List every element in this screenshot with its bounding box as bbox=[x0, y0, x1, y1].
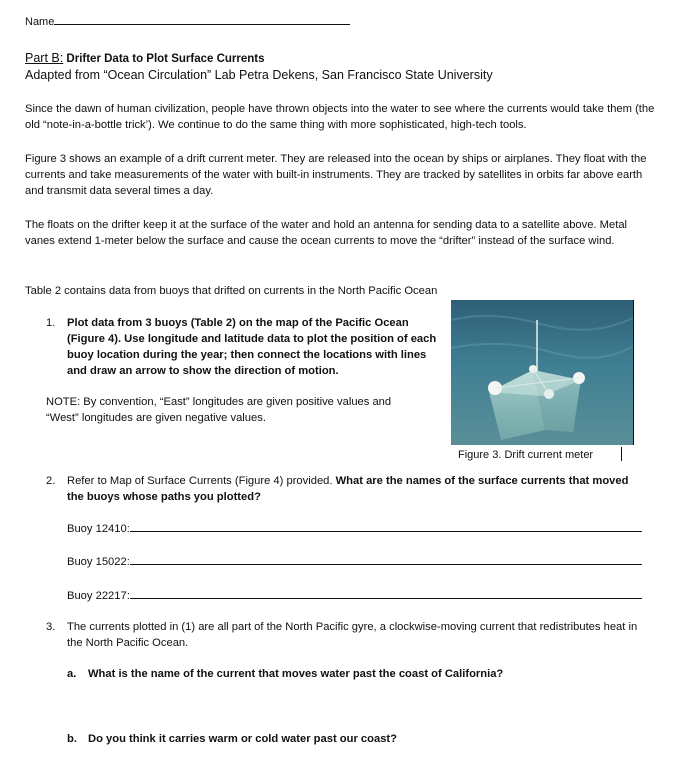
q2-text-bold: What are the names of the surface currents that moved the buoys whose paths you plotted? bbox=[67, 475, 629, 503]
buoy-row bbox=[67, 586, 642, 604]
drifter-photo bbox=[451, 300, 634, 445]
buoy-label: Buoy 22217: bbox=[67, 590, 130, 602]
intro-paragraph: Since the dawn of human civilization, people have thrown objects into the water to see where the currents would take them (the old “note-in-a-bottle trick’). We continue to do the same thing with more sophisticated, high-tech tools. bbox=[25, 103, 655, 131]
q3a-label: a. bbox=[67, 668, 77, 680]
part-prefix: Part B: bbox=[25, 51, 64, 65]
name-field[interactable] bbox=[54, 12, 350, 25]
buoy-row bbox=[67, 552, 642, 570]
q3-number: 3. bbox=[46, 621, 56, 633]
q2-number: 2. bbox=[46, 475, 56, 487]
part-title bbox=[25, 50, 265, 67]
q2-text bbox=[67, 473, 647, 505]
q1-text: Plot data from 3 buoys (Table 2) on the map of the Pacific Ocean (Figure 4). Use longitude and latitude data to plot the position of each buoy location during the year; then connect the locations with lines and draw an arrow to show the direction of motion. bbox=[67, 317, 437, 377]
q3a-text: What is the name of the current that moves water past the coast of California? bbox=[88, 668, 504, 680]
buoy-row bbox=[67, 519, 642, 537]
q1-number: 1. bbox=[46, 317, 56, 329]
buoy-answer-line[interactable] bbox=[130, 586, 642, 599]
floats-paragraph: The floats on the drifter keep it at the surface of the water and hold an antenna for sending data to a satellite above. Metal vanes extend 1-meter below the surface and cause the ocean currents to move the “drifter” instead of the surface wind. bbox=[25, 219, 628, 247]
buoy-label: Buoy 12410: bbox=[67, 523, 130, 535]
q3b-label: b. bbox=[67, 733, 77, 745]
buoy-answer-line[interactable] bbox=[130, 552, 642, 565]
figure-caption: Figure 3. Drift current meter bbox=[458, 447, 622, 461]
buoy-answer-line[interactable] bbox=[130, 519, 642, 532]
q2-text-plain: Refer to Map of Surface Currents (Figure 4) provided. bbox=[67, 475, 336, 487]
name-row bbox=[25, 12, 350, 30]
name-label: Name bbox=[25, 16, 55, 28]
figure3-paragraph: Figure 3 shows an example of a drift current meter. They are released into the ocean by ships or airplanes. They float with the currents and take measurements of the water with built-in instruments. They are tracked by satellites in orbits far above earth and transmit data several times a day. bbox=[25, 153, 647, 197]
q3-text: The currents plotted in (1) are all part of the North Pacific gyre, a clockwise-moving current that redistributes heat in the North Pacific Ocean. bbox=[67, 621, 638, 649]
q1-note: NOTE: By convention, “East” longitudes are given positive values and “West” longitudes are given negative values. bbox=[46, 396, 392, 424]
q3b-text: Do you think it carries warm or cold water past our coast? bbox=[88, 733, 397, 745]
buoy-label: Buoy 15022: bbox=[67, 556, 130, 568]
table2-paragraph: Table 2 contains data from buoys that drifted on currents in the North Pacific Ocean bbox=[25, 285, 438, 297]
part-heading: Drifter Data to Plot Surface Currents bbox=[63, 53, 265, 65]
adapted-from: Adapted from “Ocean Circulation” Lab Petra Dekens, San Francisco State University bbox=[25, 68, 493, 82]
